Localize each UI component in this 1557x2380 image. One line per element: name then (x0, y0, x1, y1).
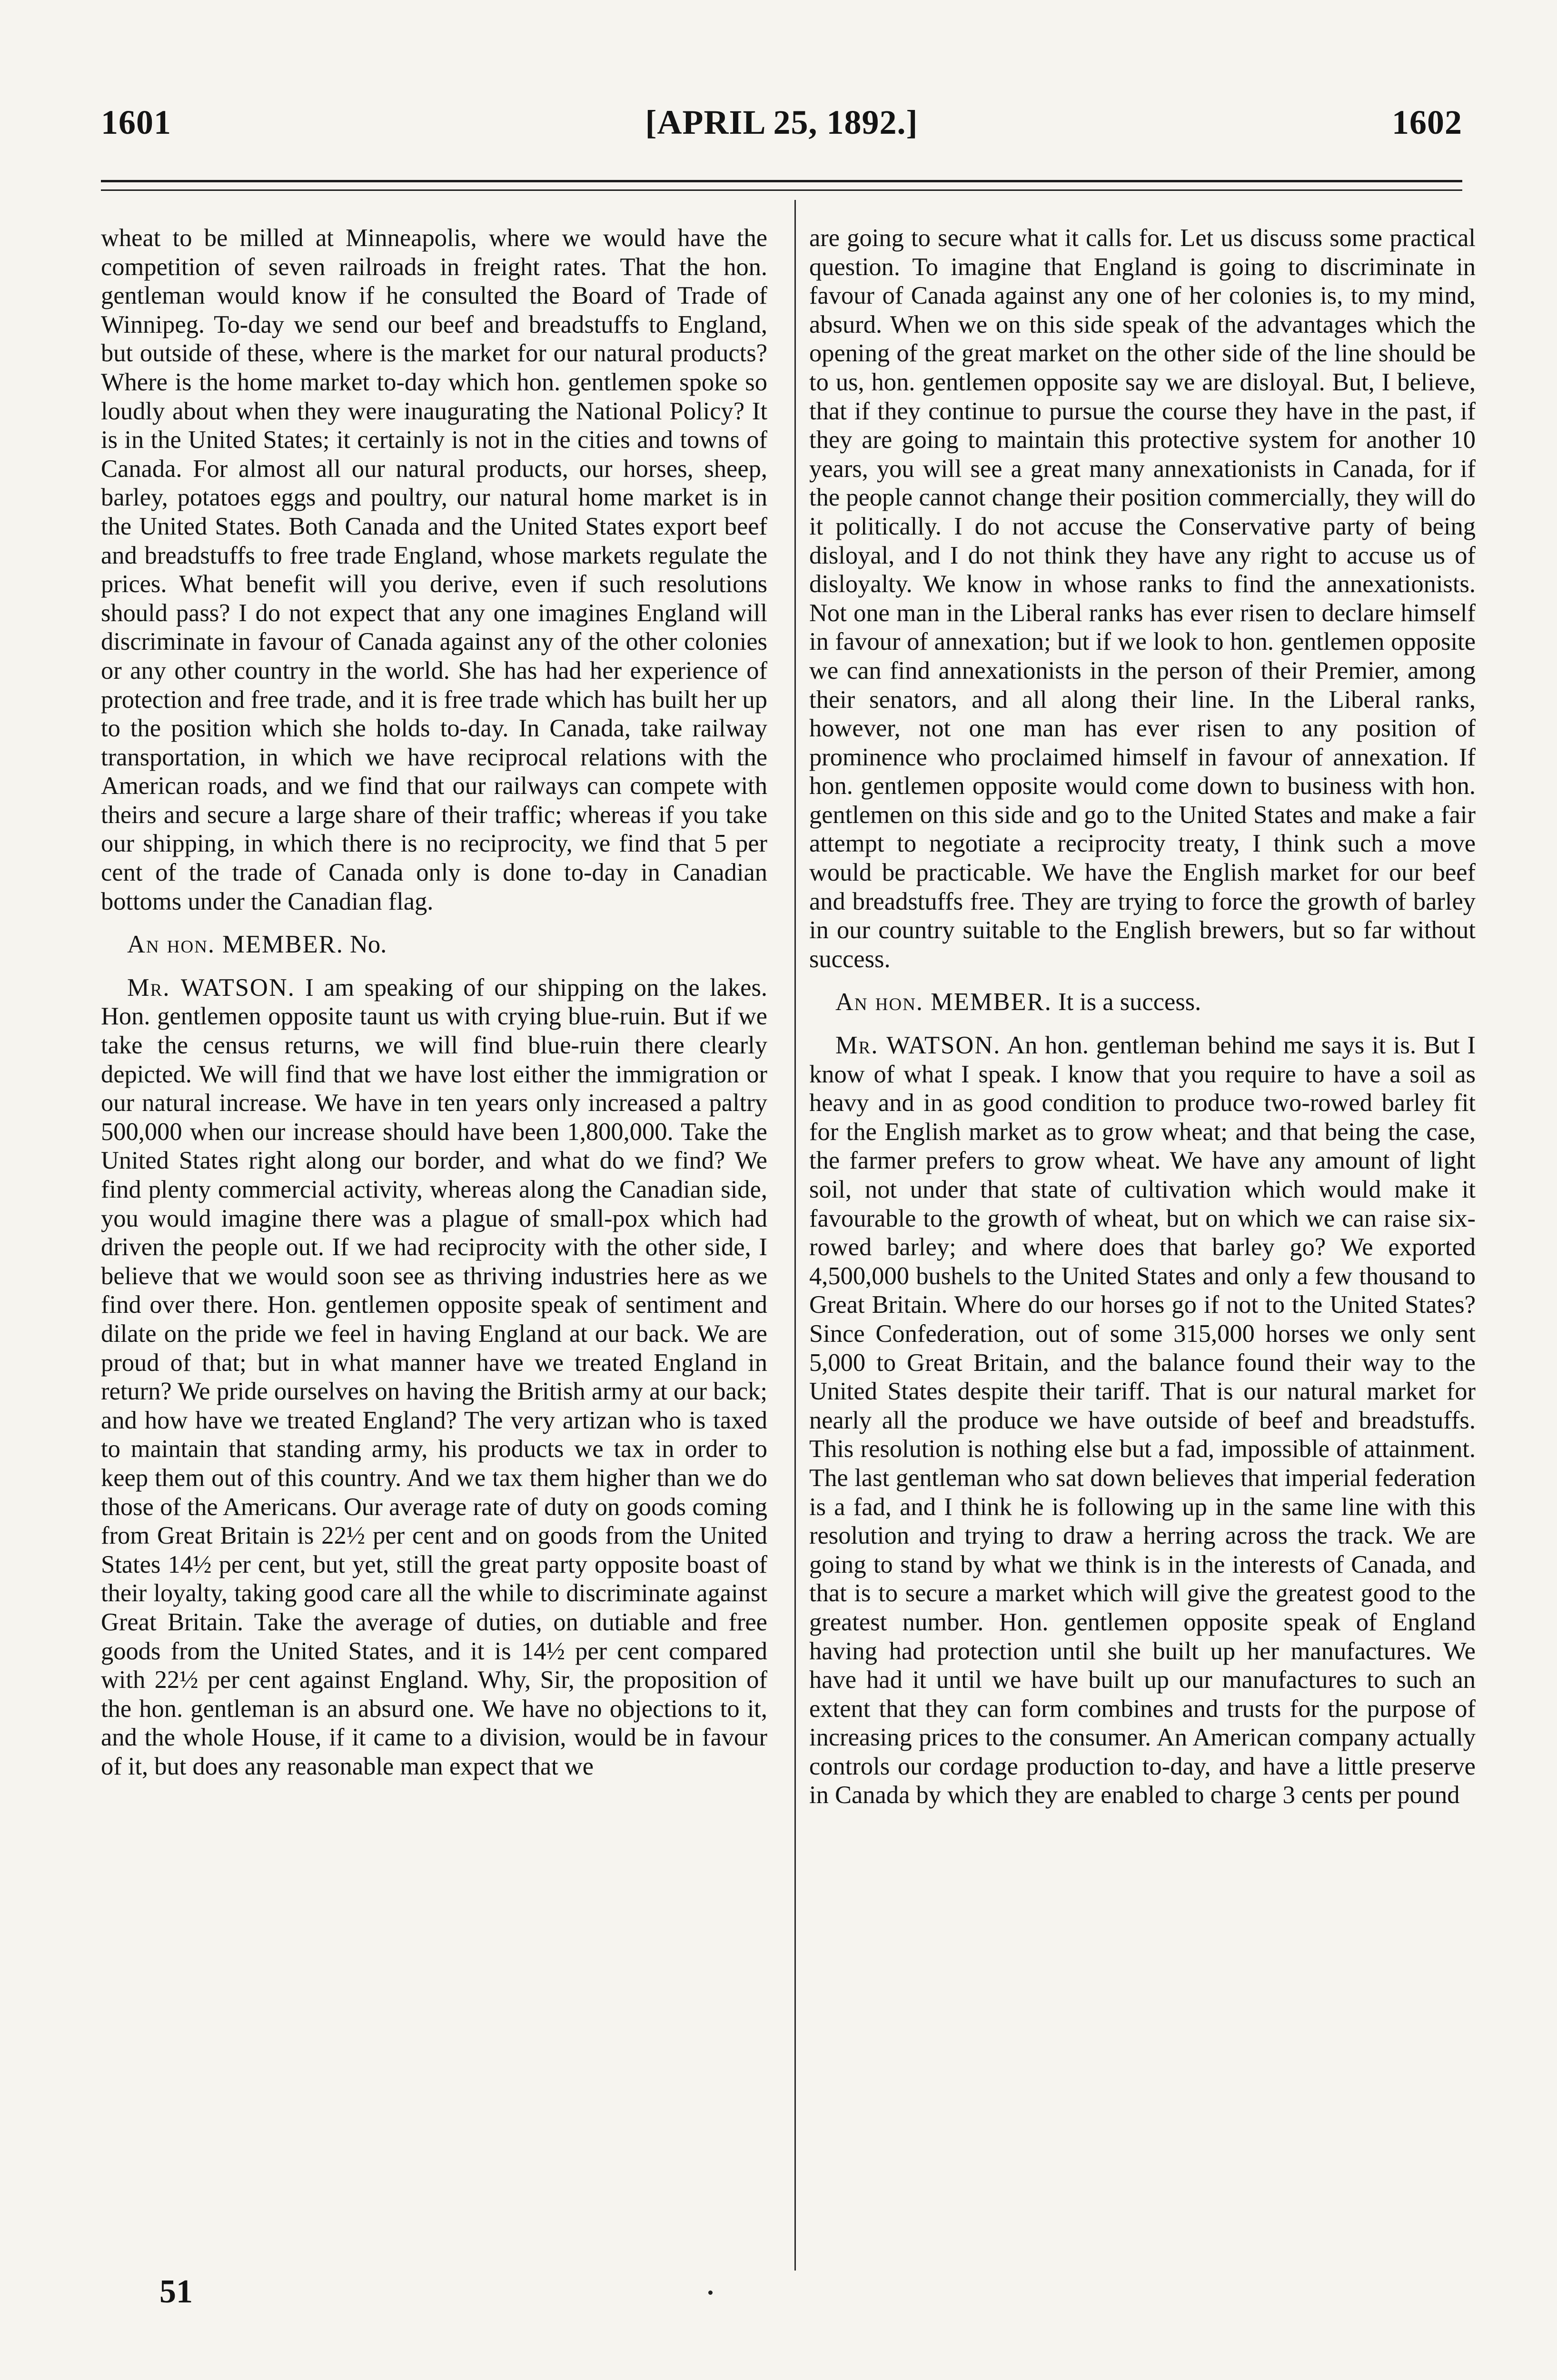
interjection-text: No. (349, 931, 387, 959)
right-speech (809, 1031, 1476, 1810)
right-paragraph-continued: are going to secure what it calls for. Let us discuss some practical question. To imagine that England is going to discriminate in favour of Canada against any one of her colonies is, to my mind, absurd. When we on this side speak of the advantages which the opening of the great market on the other side of the line should be to us, hon. gentlemen opposite say we are disloyal. But, I believe, that if they continue to pursue the course they have in the past, if they are going to maintain this protective system for another 10 years, you will see a great many annexationists in Canada, for if the people cannot change their position commercially, they will do it politically. I do not accuse the Conservative party of being disloyal, and I do not think they have any right to accuse us of disloyalty. We know in whose ranks to find the annexationists. Not one man in the Liberal ranks has ever risen to declare himself in favour of annexation; but if we look to hon. gentlemen opposite we can find annexationists in the person of their Premier, among their senators, and all along their line. In the Liberal ranks, however, not one man has ever risen to any position of prominence who proclaimed himself in favour of annexation. If hon. gentlemen opposite would come down to business with hon. gentlemen on this side and go to the United States and make a fair attempt to negotiate a reciprocity treaty, I think such a move would be practicable. We have the English market for our beef and breadstuffs free. They are trying to force the growth of barley in our country suitable to the English brewers, but so far without success. (809, 224, 1476, 973)
page-date: [APRIL 25, 1892.] (645, 103, 918, 141)
left-speech (101, 973, 767, 1781)
left-column (101, 224, 767, 2271)
right-column (809, 224, 1476, 2271)
footer-dot (708, 2291, 713, 2295)
left-interjection (101, 930, 767, 959)
column-divider (794, 200, 796, 2271)
interjection-text: It is a success. (1058, 988, 1201, 1016)
header-rule-thin (101, 189, 1462, 191)
right-interjection (809, 988, 1476, 1017)
page-header (101, 84, 1462, 155)
interjection-speaker: An hon. MEMBER. (835, 988, 1052, 1016)
header-rule-thick (101, 180, 1462, 182)
speech-text: An hon. gentleman behind me says it is. But I know of what I speak. I know that you require to have a soil as heavy and in as good condition to produce two-rowed barley fit for the English market as to grow wheat; and that being the case, the farmer prefers to grow wheat. We have any amount of light soil, not under that state of cultivation which would make it favourable to the growth of wheat, but on which we can raise six-rowed barley; and where does that barley go? We exported 4,500,000 bushels to the United States and only a few thousand to Great Britain. Where do our horses go if not to the United States? Since Confederation, out of some 315,000 horses we only sent 5,000 to Great Britain, and the balance found their way to the United States despite their tariff. That is our natural market for nearly all the produce we have outside of beef and breadstuffs. This resolution is nothing else but a fad, impossible of attainment. The last gentleman who sat down believes that imperial federation is a fad, and I think he is following up in the same line with this resolution and trying to draw a herring across the track. We are going to stand by what we think is in the interests of Canada, and that is to secure a market which will give the greatest good to the greatest number. Hon. gentlemen opposite speak of England having had protection until she built up her manufactures. We have had it until we have built up our manufactures to such an extent that they can form combines and trusts for the purpose of increasing prices to the consumer. An American company actually controls our cordage production to-day, and have a little preserve in Canada by which they are enabled to charge 3 cents per pound (809, 1031, 1476, 1809)
right-page-number: 1602 (1392, 103, 1462, 141)
signature-number: 51 (159, 2273, 193, 2310)
speaker-name: Mr. WATSON. (835, 1031, 1001, 1060)
left-page-number: 1601 (101, 103, 171, 141)
speech-text: I am speaking of our shipping on the lakes. Hon. gentlemen opposite taunt us with crying blue-ruin. But if we take the census returns, we will find blue-ruin there clearly depicted. We will find that we have lost either the immigration or our natural increase. We have in ten years only increased a paltry 500,000 when our increase should have been 1,800,000. Take the United States right along our border, and what do we find? We find plenty commercial activity, whereas along the Canadian side, you would imagine there was a plague of small-pox which had driven the people out. If we had reciprocity with the other side, I believe that we would soon see as thriving industries here as we find over there. Hon. gentlemen opposite speak of sentiment and dilate on the pride we feel in having England at our back. We are proud of that; but in what manner have we treated England in return? We pride ourselves on having the British army at our back; and how have we treated England? The very artizan who is taxed to maintain that standing army, his products we tax in order to keep them out of this country. And we tax them higher than we do those of the Americans. Our average rate of duty on goods coming from Great Britain is 22½ per cent and on goods from the United States 14½ per cent, but yet, still the great party opposite boast of their loyalty, taking good care all the while to discriminate against Great Britain. Take the average of duties, on dutiable and free goods from the United States, and it is 14½ per cent compared with 22½ per cent against England. Why, Sir, the proposition of the hon. gentleman is an absurd one. We have no objections to it, and the whole House, if it came to a division, would be in favour of it, but does any reasonable man expect that we (101, 973, 767, 1780)
speaker-name: Mr. WATSON. (127, 973, 295, 1002)
left-paragraph-continued: wheat to be milled at Minneapolis, where we would have the competition of seven railroads in freight rates. That the hon. gentleman would know if he consulted the Board of Trade of Winnipeg. To-day we send our beef and breadstuffs to England, but outside of these, where is the market for our natural products? Where is the home market to-day which hon. gentlemen spoke so loudly about when they were inaugurating the National Policy? It is in the United States; it certainly is not in the cities and towns of Canada. For almost all our natural products, our horses, sheep, barley, potatoes eggs and poultry, our natural home market is in the United States. Both Canada and the United States export beef and breadstuffs to free trade England, whose markets regulate the prices. What benefit will you derive, even if such resolutions should pass? I do not expect that any one imagines England will discriminate in favour of Canada against any of the other colonies or any other country in the world. She has had her experience of protection and free trade, and it is free trade which has built her up to the position which she holds to-day. In Canada, take railway transportation, in which we have reciprocal relations with the American roads, and we find that our railways can compete with theirs and secure a large share of their traffic; whereas if you take our shipping, in which there is no reciprocity, we find that 5 per cent of the trade of Canada only is done to-day in Canadian bottoms under the Canadian flag. (101, 224, 767, 915)
interjection-speaker: An hon. MEMBER. (127, 931, 344, 959)
